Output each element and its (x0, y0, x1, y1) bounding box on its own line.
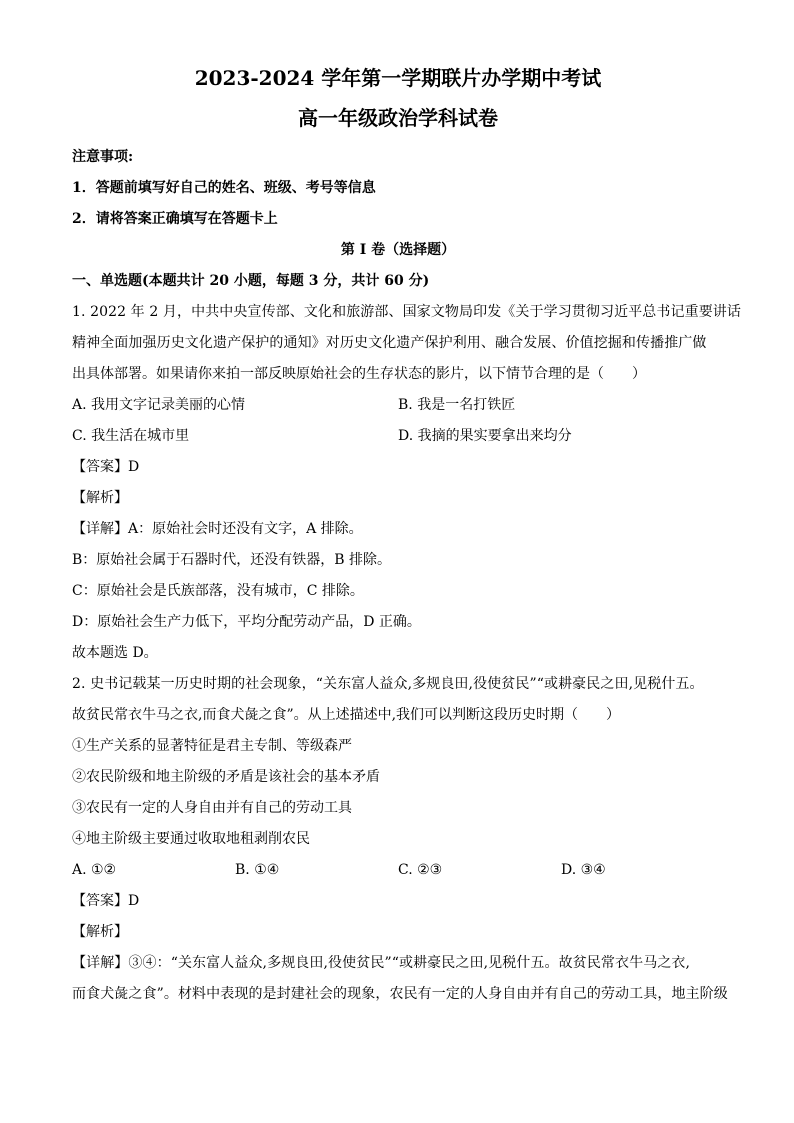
exam-title: 2023-2024 学年第一学期联片办学期中考试 (194, 66, 602, 90)
q2-stem-line-2: 故贫民常衣牛马之衣,而食犬彘之食”。从上述描述中,我们可以判断这段历史时期（ ） (72, 707, 621, 723)
q1-detail-4: D：原始社会生产力低下，平均分配劳动产品，D 正确。 (72, 614, 421, 630)
q1-option-d: D. 我摘的果实要拿出来均分 (398, 428, 572, 444)
q2-analysis-label: 【解析】 (72, 924, 128, 940)
q2-detail-line-2: 而食犬彘之食”。材料中表现的是封建社会的现象，农民有一定的人身自由并有自己的劳动工具，地主阶级 (72, 986, 728, 1002)
q2-option-d: D. ③④ (561, 862, 606, 878)
q1-detail-1: 【详解】A：原始社会时还没有文字，A 排除。 (72, 521, 363, 537)
q2-options-row (72, 855, 724, 886)
q2-option-a: A. ①② (72, 862, 117, 878)
q2-answer: 【答案】D (72, 893, 140, 909)
q1-detail-3: C：原始社会是氏族部落，没有城市，C 排除。 (72, 583, 364, 599)
exam-subtitle: 高一年级政治学科试卷 (298, 106, 498, 130)
q2-choice-2: ②农民阶级和地主阶级的矛盾是该社会的基本矛盾 (72, 769, 380, 785)
q2-choice-3: ③农民有一定的人身自由并有自己的劳动工具 (72, 800, 352, 816)
q1-options-row-1 (72, 390, 724, 421)
question-1 (72, 297, 741, 669)
q1-options-row-2 (72, 421, 724, 452)
question-2 (72, 669, 728, 1010)
volume-heading: 第 I 卷（选择题） (340, 242, 456, 258)
q1-conclusion: 故本题选 D。 (72, 645, 158, 661)
q1-stem-line-3: 出具体部署。如果请你来拍一部反映原始社会的生存状态的影片，以下情节合理的是（ ） (72, 366, 646, 382)
q1-option-a: A. 我用文字记录美丽的心情 (72, 397, 246, 413)
q2-choice-1: ①生产关系的显著特征是君主专制、等级森严 (72, 738, 352, 754)
q1-option-c: C. 我生活在城市里 (72, 428, 190, 444)
q1-detail-2: B：原始社会属于石器时代，还没有铁器，B 排除。 (72, 552, 392, 568)
notice-heading: 注意事项: (72, 149, 134, 165)
q2-choice-4: ④地主阶级主要通过收取地租剥削农民 (72, 831, 310, 847)
q2-option-b: B. ①④ (235, 862, 280, 878)
notice-item-2: 2．请将答案正确填写在答题卡上 (72, 211, 278, 227)
exam-page (72, 66, 741, 1010)
q1-answer: 【答案】D (72, 459, 140, 475)
q1-analysis-label: 【解析】 (72, 490, 128, 506)
q1-option-b: B. 我是一名打铁匠 (398, 397, 516, 413)
q1-stem-line-1: 1. 2022 年 2 月，中共中央宣传部、文化和旅游部、国家文物局印发《关于学习贯彻习近平总书记重要讲话 (72, 304, 741, 320)
section-heading: 一、单选题(本题共计 20 小题，每题 3 分，共计 60 分) (72, 273, 430, 289)
q2-detail-line-1: 【详解】③④：“关东富人益众,多规良田,役使贫民”“或耕豪民之田,见税什五。故贫民常衣牛马之衣, (72, 955, 691, 971)
q2-option-c: C. ②③ (398, 862, 443, 878)
notice-item-1: 1．答题前填写好自己的姓名、班级、考号等信息 (72, 180, 376, 196)
q2-stem-line-1: 2. 史书记载某一历史时期的社会现象，“关东富人益众,多规良田,役使贫民”“或耕豪民之田,见税什五。 (72, 676, 704, 692)
q1-stem-line-2: 精神全面加强历史文化遗产保护的通知》对历史文化遗产保护利用、融合发展、价值挖掘和传播推广做 (72, 335, 707, 351)
